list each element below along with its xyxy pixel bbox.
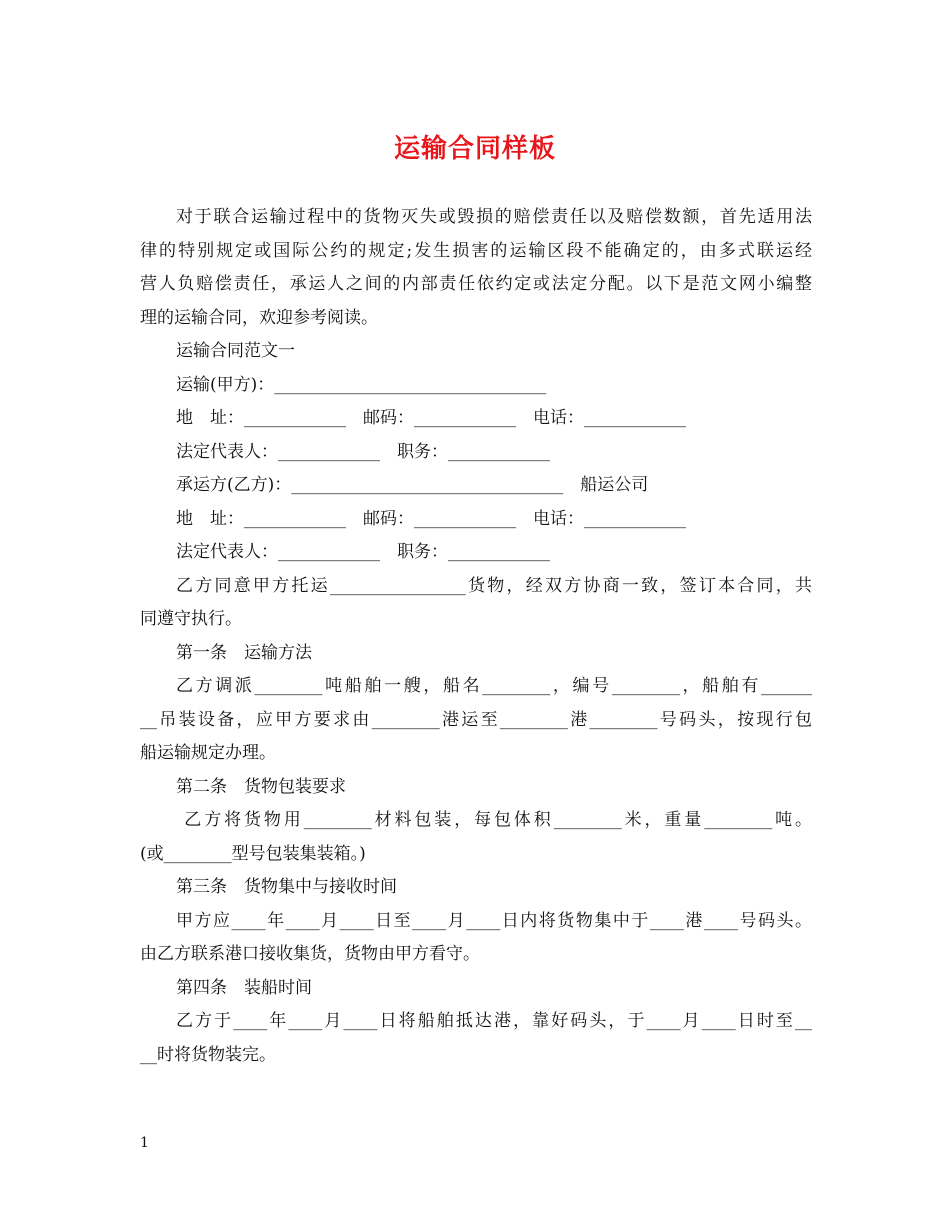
intro-line: 营人负赔偿责任，承运人之间的内部责任依约定或法定分配。以下是范文网小编整 xyxy=(140,274,812,294)
intro-line: 对于联合运输过程中的货物灭失或毁损的赔偿责任以及赔偿数额，首先适用法 xyxy=(176,207,812,227)
article-2-line: 乙方将货物用________材料包装，每包体积________米，重量________吨。 xyxy=(176,810,812,830)
party-b-name-field: 承运方(乙方)：________________________________ 船运公司 xyxy=(176,475,649,495)
page-number: 1 xyxy=(140,1135,149,1151)
sample-heading: 运输合同范文一 xyxy=(176,341,295,361)
article-1-line: 乙方调派________吨船舶一艘，船名________，编号________，船舶有______ xyxy=(176,676,812,696)
article-2-line: (或________型号包装集装箱。) xyxy=(140,843,366,864)
article-1-line: __吊装设备，应甲方要求由________港运至________港________号码头，按现行包 xyxy=(140,709,812,730)
article-3-heading: 第三条 货物集中与接收时间 xyxy=(176,877,397,897)
agreement-line: 乙方同意甲方托运________________货物，经双方协商一致，签订本合同，共 xyxy=(176,575,812,596)
intro-line: 理的运输合同，欢迎参考阅读。 xyxy=(140,307,378,328)
article-4-heading: 第四条 装船时间 xyxy=(176,977,312,998)
party-a-name-field: 运输(甲方)：________________________________ xyxy=(176,374,547,395)
article-4-line: __时将货物装完。 xyxy=(140,1044,276,1065)
agreement-line: 同遵守执行。 xyxy=(140,609,242,629)
article-1-heading: 第一条 运输方法 xyxy=(176,642,312,663)
article-4-line: 乙方于____年____月____日将船舶抵达港，靠好码头，于____月____日时至__ xyxy=(176,1011,812,1031)
article-2-heading: 第二条 货物包装要求 xyxy=(176,776,346,797)
party-b-address-field: 地 址：____________ 邮码：____________ 电话：____________ xyxy=(176,508,686,529)
document-title: 运输合同样板 xyxy=(393,134,556,164)
article-3-line: 由乙方联系港口接收集货，货物由甲方看守。 xyxy=(140,944,480,964)
party-a-address-field: 地 址：____________ 邮码：____________ 电话：____________ xyxy=(176,408,686,428)
party-a-representative-field: 法定代表人：____________ 职务：____________ xyxy=(176,441,550,462)
document-body xyxy=(140,201,812,1072)
article-1-line: 船运输规定办理。 xyxy=(140,743,276,763)
party-b-representative-field: 法定代表人：____________ 职务：____________ xyxy=(176,542,550,562)
article-3-line: 甲方应____年____月____日至____月____日内将货物集中于____港____号码头。 xyxy=(176,910,812,931)
intro-line: 律的特别规定或国际公约的规定;发生损害的运输区段不能确定的，由多式联运经 xyxy=(140,240,812,261)
